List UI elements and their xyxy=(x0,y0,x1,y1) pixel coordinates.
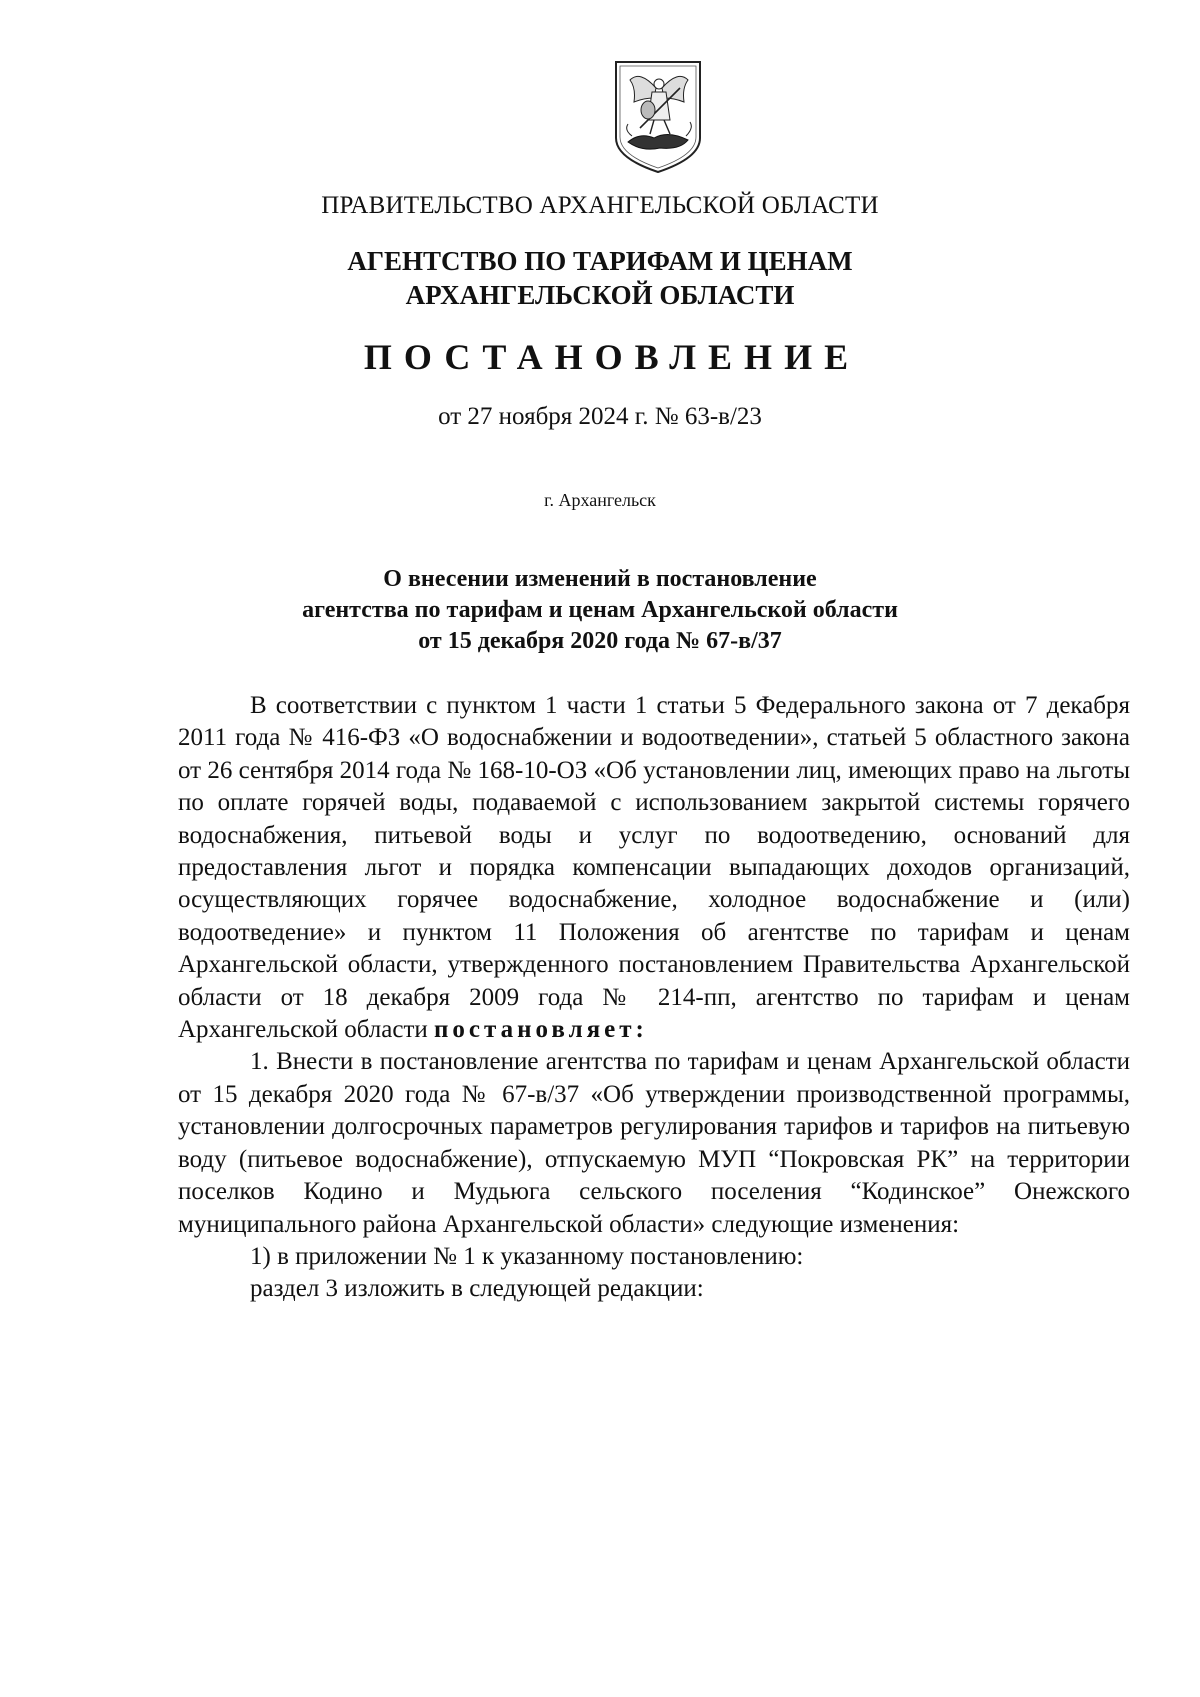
agency-name-line1: АГЕНТСТВО ПО ТАРИФАМ И ЦЕНАМ xyxy=(347,246,853,276)
preamble-text: В соответствии с пунктом 1 части 1 статьи 5 Федерального закона от 7 декабря 2011 года № 416-ФЗ «О водоснабжении и водоотведении», статьей 5 областного закона от 26 сентября 2014 года № 168-10-ОЗ «Об установлении лиц, имеющих право на льготы по оплате горячей воды, подаваемой с использованием закрытой системы горячего водоснабжения, питьевой воды и услуг по водоотведению, оснований для предоставления льгот и порядка компенсации выпадающих доходов организаций, осуществляющих горячее водоснабжение, холодное водоснабжение и (или) водоотведение» и пунктом 11 Положения об агентстве по тарифам и ценам Архангельской области, утвержденного постановлением Правительства Архангельской области от 18 декабря 2009 года № 214-пп, агентство по тарифам и ценам Архангельской области xyxy=(178,692,1130,1044)
city: г. Архангельск xyxy=(544,490,656,510)
item-1-1-paragraph: 1) в приложении № 1 к указанному постановлению: xyxy=(250,1242,804,1270)
subject-line2: агентства по тарифам и ценам Архангельской области xyxy=(302,597,898,623)
archangel-coat-of-arms-icon xyxy=(610,58,706,176)
document-body xyxy=(178,690,1130,1306)
government-name: ПРАВИТЕЛЬСТВО АРХАНГЕЛЬСКОЙ ОБЛАСТИ xyxy=(321,192,879,219)
subject-line1: О внесении изменений в постановление xyxy=(383,566,817,592)
item-1-paragraph: 1. Внести в постановление агентства по тарифам и ценам Архангельской области от 15 декабря 2020 года № 67-в/37 «Об утверждении производственной программы, установлении долгосрочных параметров регулирования тарифов и тарифов на питьевую воду (питьевое водоснабжение), отпускаемую МУП “Покровская РК” на территории поселков Кодино и Мудьюга сельского поселения “Кодинское” Онежского муниципального района Архангельской области» следующие изменения: xyxy=(178,1048,1130,1238)
resolves-word: постановляет: xyxy=(434,1016,648,1044)
document-date-number: от 27 ноября 2024 г. № 63-в/23 xyxy=(438,403,762,430)
document-subject xyxy=(0,564,1200,657)
agency-name-line2: АРХАНГЕЛЬСКОЙ ОБЛАСТИ xyxy=(405,280,795,310)
preamble-paragraph xyxy=(178,690,1130,1046)
agency-name xyxy=(0,244,1200,312)
document-type: ПОСТАНОВЛЕНИЕ xyxy=(363,337,861,377)
item-1-1-text-paragraph: раздел 3 изложить в следующей редакции: xyxy=(250,1275,704,1303)
subject-line3: от 15 декабря 2020 года № 67-в/37 xyxy=(418,628,782,654)
